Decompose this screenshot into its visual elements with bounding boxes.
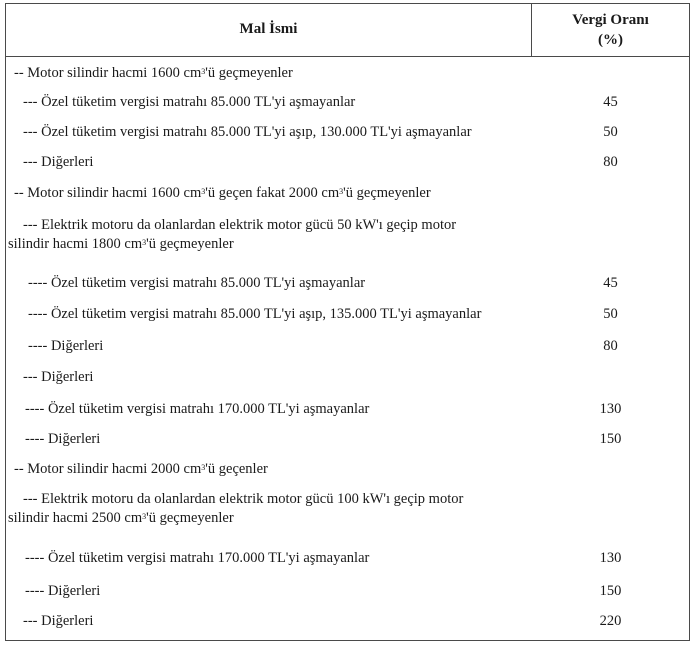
row-goods-name: --- Diğerleri <box>23 369 94 385</box>
row-goods-name: -- Motor silindir hacmi 2000 $cm^3'ü$ geçenler <box>14 461 268 477</box>
row-tax-rate: 50 <box>603 124 618 140</box>
table-header <box>6 4 689 57</box>
row-goods-name: ---- Özel tüketim vergisi matrahı 170.000 TL'yi aşmayanlar <box>25 550 370 566</box>
row-goods-name: --- Özel tüketim vergisi matrahı 85.000 TL'yi aşıp, 130.000 TL'yi aşmayanlar <box>23 124 472 140</box>
row-tax-rate: 150 <box>599 431 622 447</box>
row-tax-rate: 80 <box>603 338 618 354</box>
row-tax-rate: 45 <box>603 94 618 110</box>
row-goods-name: ---- Diğerleri <box>25 431 101 447</box>
row-tax-rate: 50 <box>603 306 618 322</box>
row-goods-name: -- Motor silindir hacmi 1600 $cm^3'ü$ geçen fakat 2000 $cm^3'ü$ geçmeyenler <box>14 185 431 201</box>
header-goods-name: Mal İsmi <box>239 21 298 37</box>
row-goods-name: ---- Özel tüketim vergisi matrahı 85.000 TL'yi aşıp, 135.000 TL'yi aşmayanlar <box>28 306 482 322</box>
row-goods-name: --- Diğerleri <box>23 613 94 629</box>
row-goods-name: -- Motor silindir hacmi 1600 $cm^3'ü$ geçmeyenler <box>14 65 293 81</box>
row-goods-name: ---- Diğerleri <box>25 583 101 599</box>
row-tax-rate: 80 <box>603 154 618 170</box>
row-tax-rate: 220 <box>599 613 622 629</box>
row-tax-rate: 130 <box>599 550 622 566</box>
header-tax-rate <box>532 10 689 50</box>
header-tax-rate-unit: (%) <box>598 32 623 48</box>
row-goods-name: --- Özel tüketim vergisi matrahı 85.000 TL'yi aşmayanlar <box>23 94 356 110</box>
row-tax-rate: 150 <box>599 583 622 599</box>
row-tax-rate: 45 <box>603 275 618 291</box>
row-goods-name: --- Elektrik motoru da olanlardan elektrik motor gücü 50 kW'ı geçip motor silindir hacmi 1800 $cm^3'ü$ geçmeyenler <box>8 217 457 252</box>
row-goods-name: ---- Diğerleri <box>28 338 104 354</box>
row-goods-name: --- Diğerleri <box>23 154 94 170</box>
header-tax-rate-label: Vergi Oranı <box>572 12 649 28</box>
row-goods-name: --- Elektrik motoru da olanlardan elektrik motor gücü 100 kW'ı geçip motor silindir hacmi 2500 $cm^3'ü$ geçmeyenler <box>8 491 464 526</box>
row-goods-name: ---- Özel tüketim vergisi matrahı 85.000 TL'yi aşmayanlar <box>28 275 366 291</box>
row-tax-rate: 130 <box>599 401 622 417</box>
tax-rate-table <box>5 3 690 641</box>
row-goods-name: ---- Özel tüketim vergisi matrahı 170.000 TL'yi aşmayanlar <box>25 401 370 417</box>
